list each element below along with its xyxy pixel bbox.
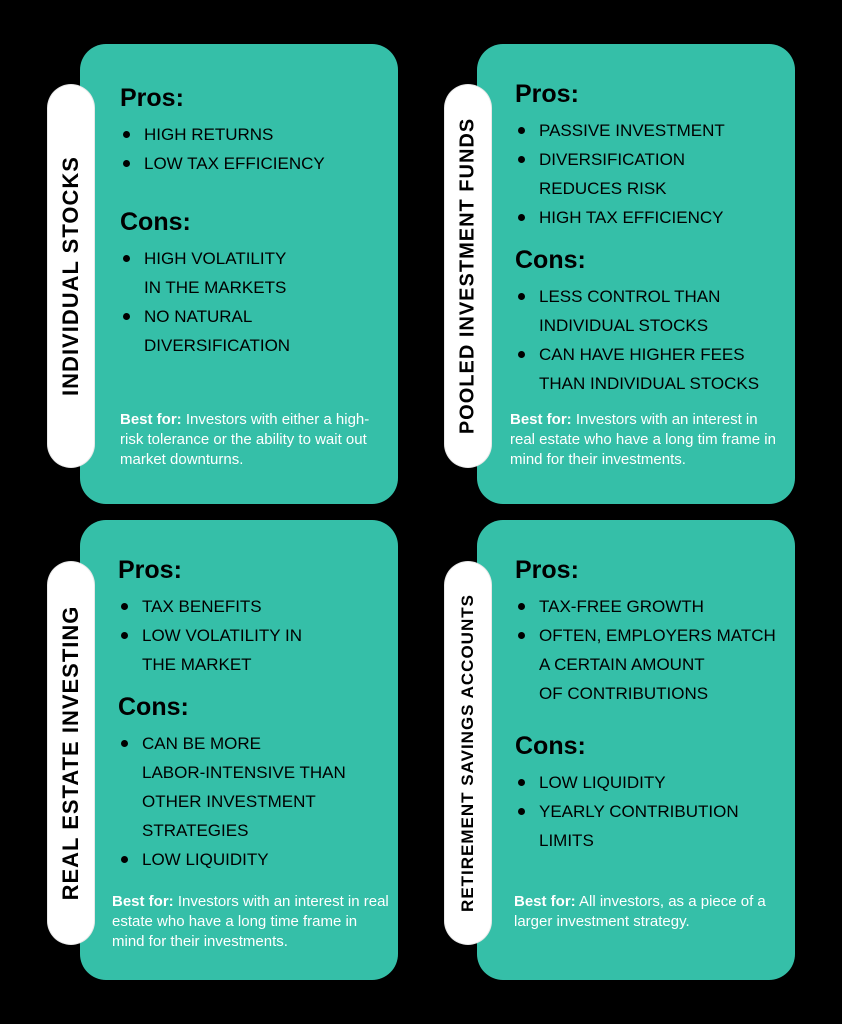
list-item: PASSIVE INVESTMENT bbox=[515, 116, 795, 145]
list-item: LOW TAX EFFICIENCY bbox=[120, 149, 390, 178]
card-title: INDIVIDUAL STOCKS bbox=[58, 156, 83, 396]
pros-heading: Pros: bbox=[515, 80, 579, 108]
list-item: CAN BE MORE LABOR-INTENSIVE THAN OTHER INVESTMENT STRATEGIES bbox=[118, 729, 398, 845]
cons-heading: Cons: bbox=[120, 208, 191, 236]
list-item: LOW VOLATILITY IN THE MARKET bbox=[118, 621, 398, 679]
list-item: HIGH RETURNS bbox=[120, 120, 390, 149]
title-tab-retirement-savings-accounts bbox=[445, 562, 491, 944]
best-for-label: Best for: bbox=[120, 411, 182, 428]
best-for-description: Investors with an interest in real estate who have a long tim frame in mind for their investments. bbox=[510, 411, 776, 468]
card-real-estate-investing bbox=[80, 520, 398, 980]
cons-heading: Cons: bbox=[118, 693, 189, 721]
cons-list bbox=[120, 244, 390, 360]
list-item: HIGH TAX EFFICIENCY bbox=[515, 203, 795, 232]
card-individual-stocks bbox=[80, 44, 398, 504]
best-for-description: All investors, as a piece of a larger investment strategy. bbox=[514, 893, 766, 930]
card-title: RETIREMENT SAVINGS ACCOUNTS bbox=[458, 594, 477, 912]
title-tab-pooled-investment-funds bbox=[445, 85, 491, 467]
pros-heading: Pros: bbox=[120, 84, 184, 112]
list-item: DIVERSIFICATION REDUCES RISK bbox=[515, 145, 795, 203]
best-for-description: Investors with either a high-risk tolerance or the ability to wait out market downturns. bbox=[120, 411, 370, 468]
pros-list bbox=[515, 116, 795, 232]
card-title: POOLED INVESTMENT FUNDS bbox=[456, 117, 479, 435]
best-for-text bbox=[510, 410, 785, 470]
list-item: TAX-FREE GROWTH bbox=[515, 592, 795, 621]
list-item: OFTEN, EMPLOYERS MATCH A CERTAIN AMOUNT OF CONTRIBUTIONS bbox=[515, 621, 795, 708]
cons-list bbox=[515, 282, 795, 398]
list-item: NO NATURAL DIVERSIFICATION bbox=[120, 302, 390, 360]
card-title: REAL ESTATE INVESTING bbox=[58, 605, 83, 901]
list-item: YEARLY CONTRIBUTION LIMITS bbox=[515, 797, 795, 855]
best-for-label: Best for: bbox=[510, 411, 572, 428]
best-for-description: Investors with an interest in real estate who have a long time frame in mind for their investments. bbox=[112, 893, 389, 950]
best-for-label: Best for: bbox=[514, 893, 576, 910]
list-item: LOW LIQUIDITY bbox=[118, 845, 398, 874]
pros-list bbox=[118, 592, 398, 679]
pros-list bbox=[515, 592, 795, 708]
pros-heading: Pros: bbox=[118, 556, 182, 584]
cons-list bbox=[515, 768, 795, 855]
title-tab-individual-stocks bbox=[48, 85, 94, 467]
best-for-text bbox=[120, 410, 380, 470]
pros-list bbox=[120, 120, 390, 178]
cons-heading: Cons: bbox=[515, 246, 586, 274]
cons-heading: Cons: bbox=[515, 732, 586, 760]
pros-heading: Pros: bbox=[515, 556, 579, 584]
list-item: HIGH VOLATILITY IN THE MARKETS bbox=[120, 244, 390, 302]
best-for-label: Best for: bbox=[112, 893, 174, 910]
list-item: LOW LIQUIDITY bbox=[515, 768, 795, 797]
best-for-text bbox=[514, 892, 789, 932]
list-item: TAX BENEFITS bbox=[118, 592, 398, 621]
card-pooled-investment-funds bbox=[477, 44, 795, 504]
list-item: CAN HAVE HIGHER FEES THAN INDIVIDUAL STOCKS bbox=[515, 340, 795, 398]
best-for-text bbox=[112, 892, 392, 952]
cons-list bbox=[118, 729, 398, 874]
list-item: LESS CONTROL THAN INDIVIDUAL STOCKS bbox=[515, 282, 795, 340]
card-retirement-savings-accounts bbox=[477, 520, 795, 980]
title-tab-real-estate-investing bbox=[48, 562, 94, 944]
